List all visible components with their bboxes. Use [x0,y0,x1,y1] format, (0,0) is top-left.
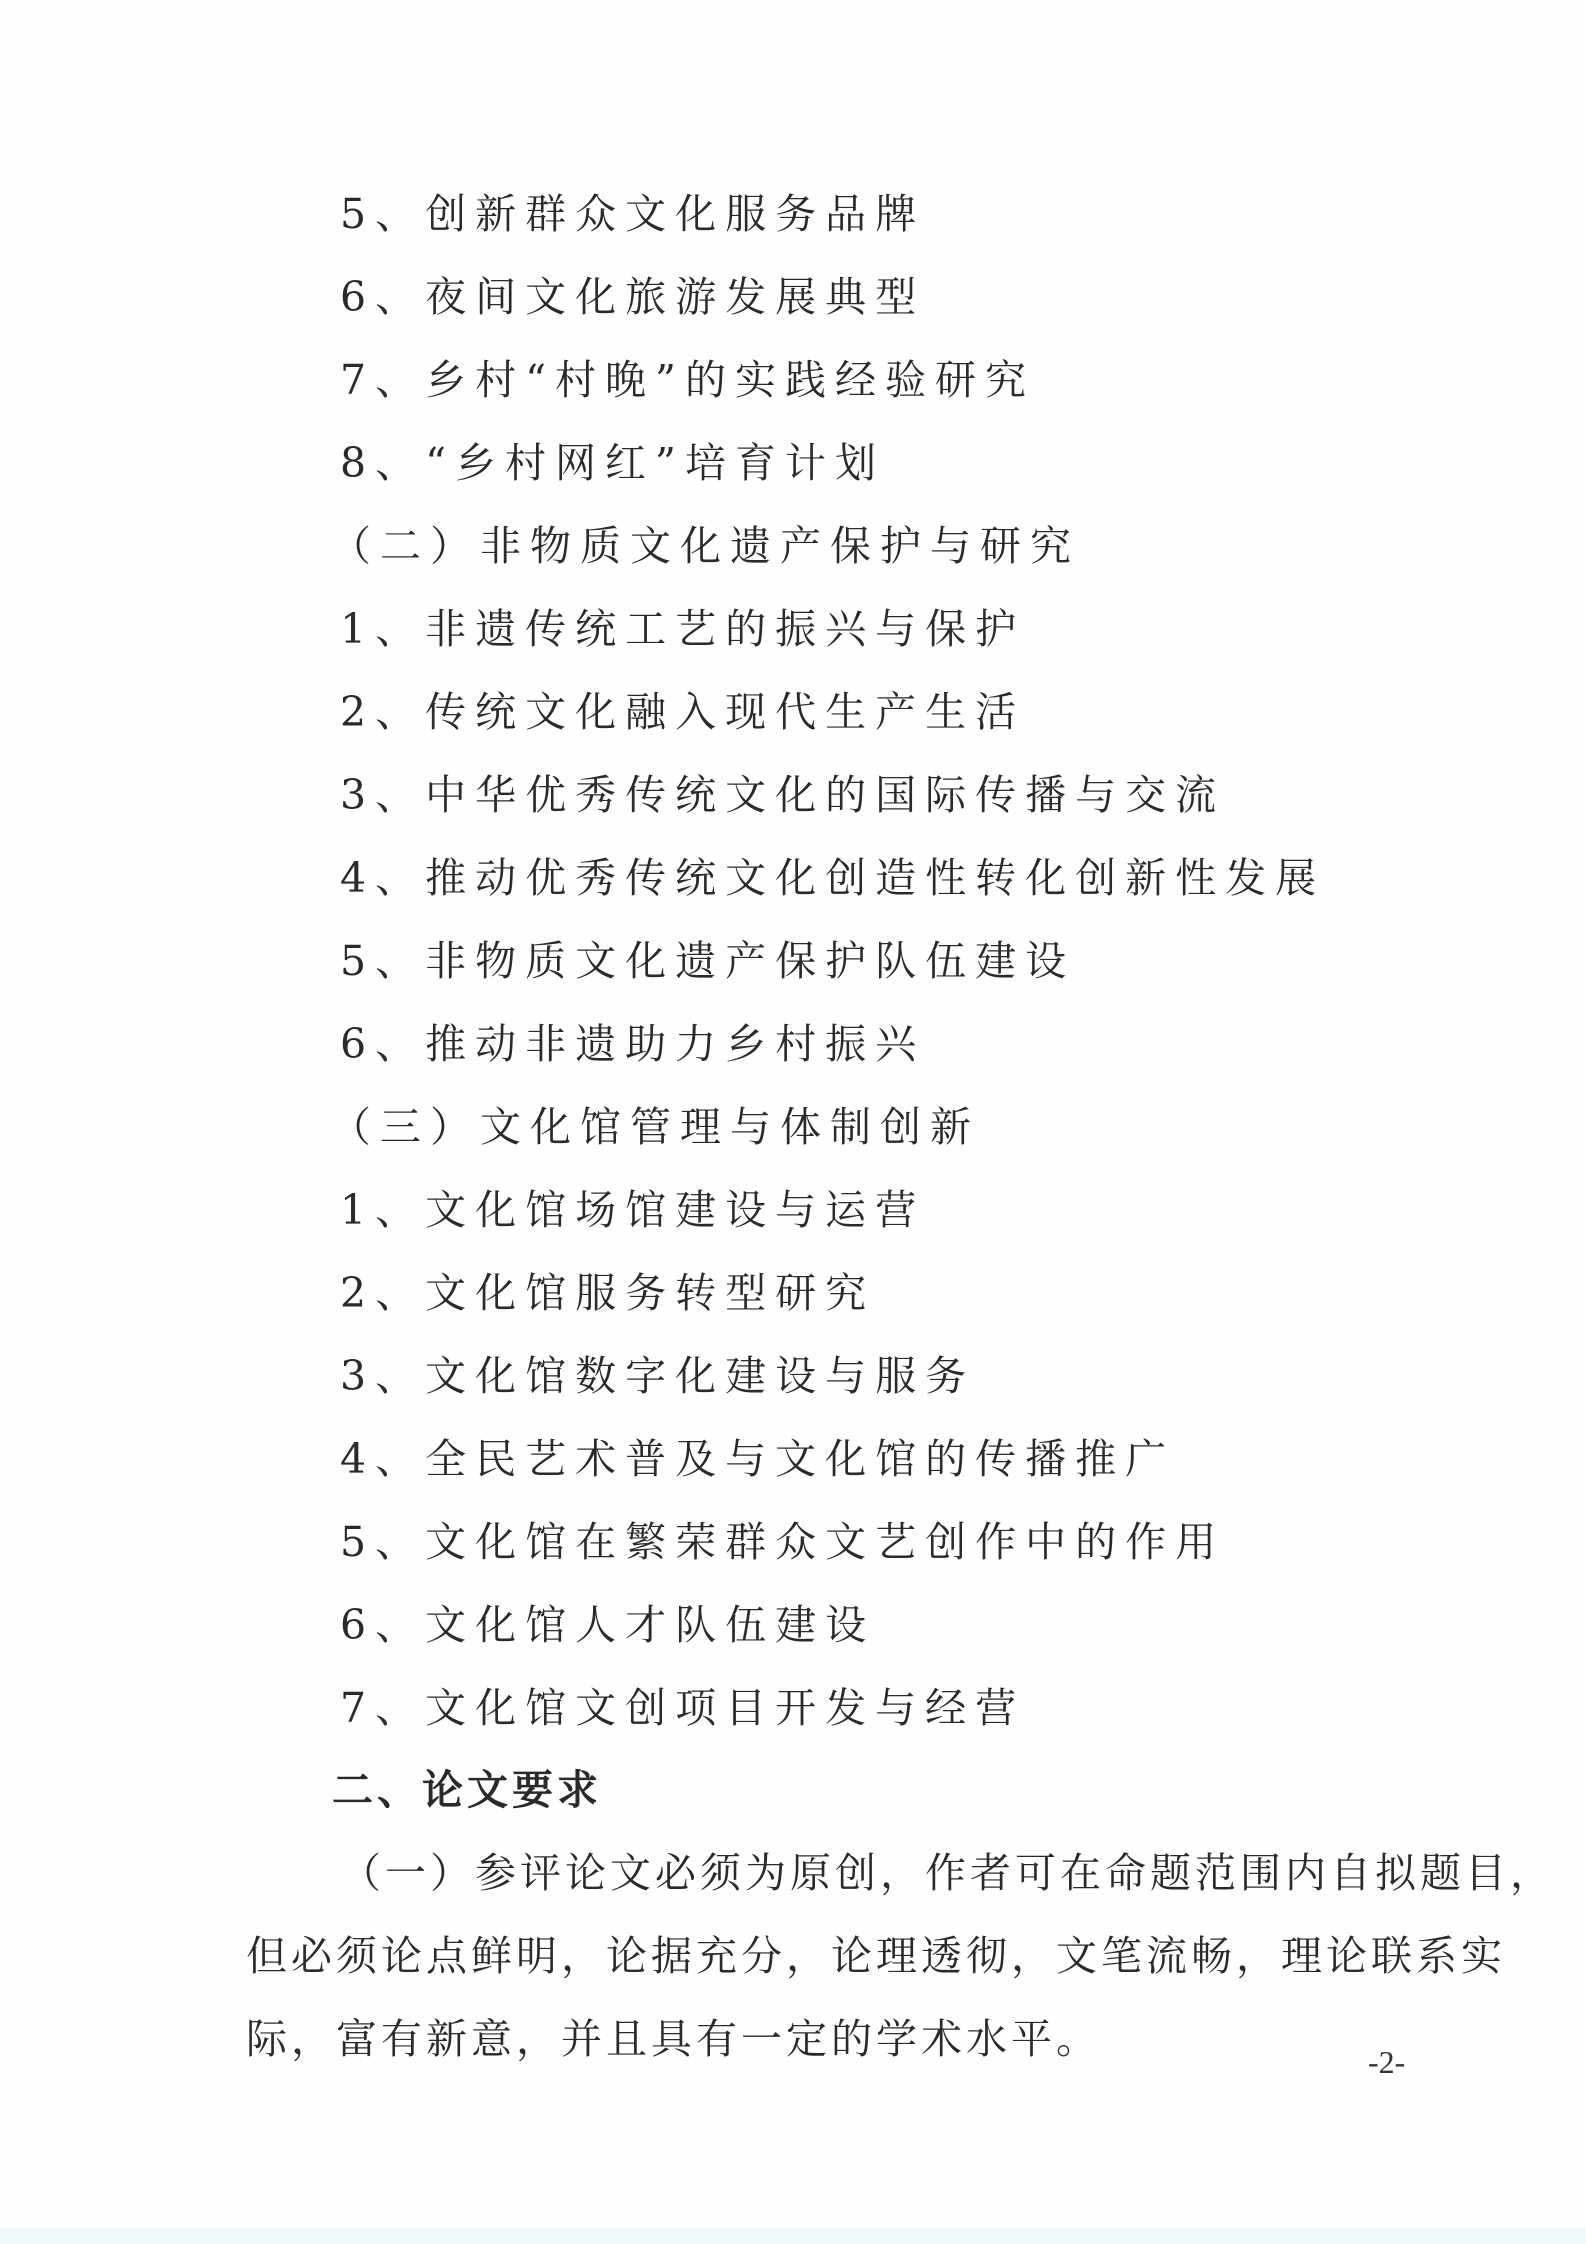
list-item: 6、夜间文化旅游发展典型 [340,273,926,321]
list-item: 2、文化馆服务转型研究 [340,1269,876,1317]
list-item: 5、非物质文化遗产保护队伍建设 [340,937,1076,985]
subsection-heading: （二）非物质文化遗产保护与研究 [330,522,1080,570]
list-item: 7、文化馆文创项目开发与经营 [340,1684,1026,1732]
list-item: 6、推动非遗助力乡村振兴 [340,1020,926,1068]
list-item: 5、文化馆在繁荣群众文艺创作中的作用 [340,1518,1226,1566]
list-item: 1、非遗传统工艺的振兴与保护 [340,605,1026,653]
scan-edge [0,2228,1586,2244]
subsection-heading: （三）文化馆管理与体制创新 [330,1103,980,1151]
list-item: 5、创新群众文化服务品牌 [340,190,926,238]
section-heading: 二、论文要求 [332,1766,602,1814]
list-item: 4、全民艺术普及与文化馆的传播推广 [340,1435,1176,1483]
list-item: 1、文化馆场馆建设与运营 [340,1186,926,1234]
paragraph-line: 际，富有新意，并且具有一定的学术水平。 [246,2015,1101,2063]
list-item: 3、中华优秀传统文化的国际传播与交流 [340,771,1226,819]
paragraph-line: 但必须论点鲜明，论据充分，论理透彻，文笔流畅，理论联系实 [246,1932,1506,1980]
list-item: 7、乡村“村晚”的实践经验研究 [340,356,1036,404]
list-item: 6、文化馆人才队伍建设 [340,1601,876,1649]
list-item: 8、“乡村网红”培育计划 [340,439,886,487]
list-item: 3、文化馆数字化建设与服务 [340,1352,976,1400]
paragraph-line: （一）参评论文必须为原创，作者可在命题范围内自拟题目， [340,1849,1555,1897]
page-number: -2- [1368,2044,1406,2080]
list-item: 2、传统文化融入现代生产生活 [340,688,1026,736]
list-item: 4、推动优秀传统文化创造性转化创新性发展 [340,854,1326,902]
